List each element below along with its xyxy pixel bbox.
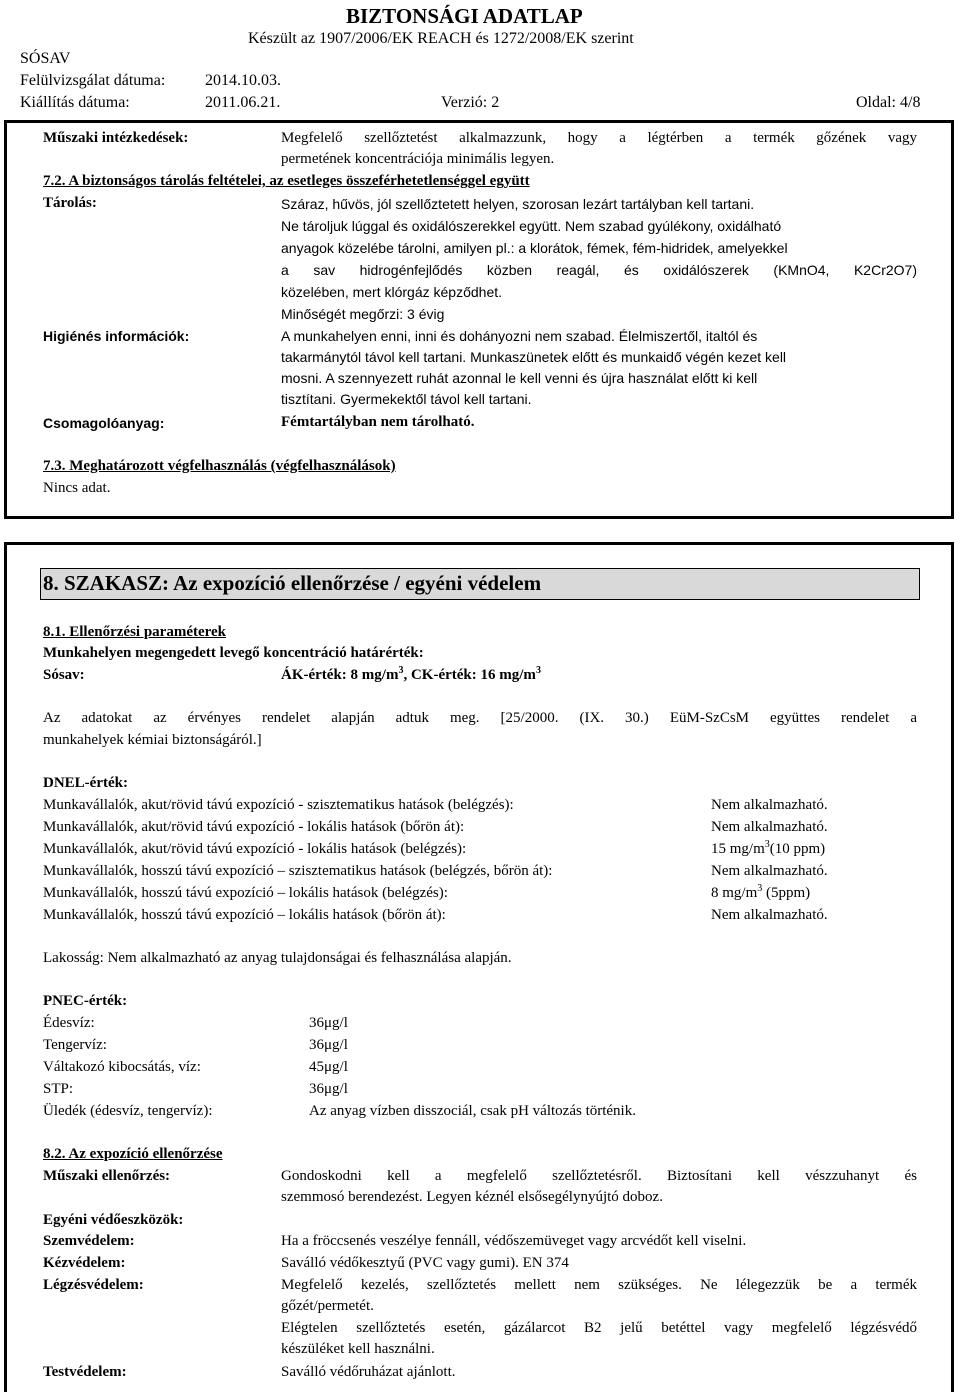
pnec-row-label: Édesvíz: bbox=[43, 1015, 95, 1031]
page-number: Oldal: 4/8 bbox=[856, 94, 921, 111]
pnec-row-value: 36μg/l bbox=[309, 1037, 348, 1053]
dnel-title: DNEL-érték: bbox=[43, 775, 128, 791]
revision-date: 2014.10.03. bbox=[205, 72, 281, 89]
pnec-row-value: 36μg/l bbox=[309, 1015, 348, 1031]
storage-line: a sav hidrogénfejlődés közben reagál, és oxidálószerek (KMnO4, K2Cr2O7) bbox=[281, 262, 917, 278]
section-8-2-title: 8.2. Az expozíció ellenőrzése bbox=[43, 1146, 223, 1162]
pnec-row-label: Üledék (édesvíz, tengervíz): bbox=[43, 1103, 213, 1119]
limit-heading: Munkahelyen megengedett levegő koncentráció határérték: bbox=[43, 645, 424, 661]
pnec-row-value: Az anyag vízben disszociál, csak pH változás történik. bbox=[309, 1103, 636, 1119]
product-name: SÓSAV bbox=[20, 50, 71, 67]
revision-label: Felülvizsgálat dátuma: bbox=[20, 72, 166, 89]
pnec-row-value: 45μg/l bbox=[309, 1059, 348, 1075]
packaging-label: Csomagolóanyag: bbox=[43, 415, 165, 431]
dnel-row-label: Munkavállalók, hosszú távú expozíció – lokális hatások (belégzés): bbox=[43, 885, 448, 901]
pnec-title: PNEC-érték: bbox=[43, 993, 128, 1009]
storage-line: Száraz, hűvös, jól szellőztetett helyen, szorosan lezárt tartályban kell tartani. bbox=[281, 196, 755, 212]
doc-title: BIZTONSÁGI ADATLAP bbox=[346, 4, 583, 28]
storage-label: Tárolás: bbox=[43, 195, 97, 211]
version: Verzió: 2 bbox=[441, 94, 500, 111]
dnel-row-label: Munkavállalók, hosszú távú expozíció – lokális hatások (bőrön át): bbox=[43, 907, 446, 923]
storage-line: Ne tároljuk lúggal és oxidálószerekkel együtt. Nem szabad gyúlékony, oxidálható bbox=[281, 218, 782, 234]
reference-line2: munkahelyek kémiai biztonságáról.] bbox=[43, 732, 262, 748]
respiratory-label: Légzésvédelem: bbox=[43, 1277, 144, 1293]
section-7-3-title: 7.3. Meghatározott végfelhasználás (végfelhasználások) bbox=[43, 458, 396, 474]
dnel-row-value: Nem alkalmazható. bbox=[711, 797, 828, 813]
tech-control-line2: szemmosó berendezést. Legyen kéznél elsősegélynyújtó doboz. bbox=[281, 1189, 663, 1205]
tech-measures-line2: permetének koncentrációja minimális legyen. bbox=[281, 151, 555, 167]
pnec-row-label: Váltakozó kibocsátás, víz: bbox=[43, 1059, 201, 1075]
dnel-row-value bbox=[711, 841, 825, 858]
tech-measures-line1: Megfelelő szellőztetést alkalmazzunk, hogy a légtérben a termék gőzének vagy bbox=[281, 130, 917, 146]
packaging-value: Fémtartályban nem tárolható. bbox=[281, 414, 475, 430]
hygiene-line: tisztítani. Gyermekektől távol kell tartani. bbox=[281, 391, 532, 407]
limit-values bbox=[281, 667, 541, 684]
storage-line: közelében, mert klórgáz képződhet. bbox=[281, 284, 503, 300]
eye-label: Szemvédelem: bbox=[43, 1233, 135, 1249]
dnel-row-label: Munkavállalók, hosszú távú expozíció – szisztematikus hatások (belégzés, bőrön át): bbox=[43, 863, 553, 879]
respiratory-line1: Megfelelő kezelés, szellőztetés mellett nem szükséges. Ne lélegezzük be a termék bbox=[281, 1277, 917, 1293]
tech-control-line1: Gondoskodni kell a megfelelő szellőztetésről. Biztosítani kell vészzuhanyt és bbox=[281, 1168, 917, 1184]
section-8-1-title bbox=[43, 624, 226, 641]
substance-label: Sósav: bbox=[43, 667, 85, 683]
eye-value: Ha a fröccsenés veszélye fennáll, védőszemüveget vagy arcvédőt kell viselni. bbox=[281, 1233, 747, 1249]
tech-measures-label: Műszaki intézkedések: bbox=[43, 130, 189, 146]
dnel-row-value bbox=[711, 885, 810, 902]
ppe-label: Egyéni védőeszközök: bbox=[43, 1212, 184, 1228]
dnel-row-value: Nem alkalmazható. bbox=[711, 819, 828, 835]
dnel-value-text: 8 mg/m bbox=[711, 885, 758, 901]
issue-date: 2011.06.21. bbox=[205, 94, 281, 111]
section-7-2-title: 7.2. A biztonságos tárolás feltételei, az esetleges összeférhetetlenséggel együtt bbox=[43, 173, 530, 189]
dnel-row-label: Munkavállalók, akut/rövid távú expozíció - lokális hatások (bőrön át): bbox=[43, 819, 465, 835]
section-8-heading-box bbox=[40, 568, 920, 600]
dnel-value-sup: 3 bbox=[757, 883, 763, 894]
section-8-title: 8. SZAKASZ: Az expozíció ellenőrzése / egyéni védelem bbox=[43, 571, 542, 595]
regulation-line: Készült az 1907/2006/EK REACH és 1272/2008/EK szerint bbox=[248, 30, 634, 47]
respiratory-line4: készüléket kell használni. bbox=[281, 1341, 435, 1357]
body-protection-label: Testvédelem: bbox=[43, 1364, 127, 1380]
respiratory-line2: gőzét/permetét. bbox=[281, 1298, 374, 1314]
dnel-value-after: (10 ppm) bbox=[769, 841, 826, 857]
limit-ak: ÁK-érték: 8 mg/m bbox=[281, 667, 399, 683]
dnel-row-value: Nem alkalmazható. bbox=[711, 907, 828, 923]
dnel-value-text: 15 mg/m bbox=[711, 841, 765, 857]
dnel-value-after: (5ppm) bbox=[762, 885, 811, 901]
pnec-row-label: STP: bbox=[43, 1081, 74, 1097]
issue-label: Kiállítás dátuma: bbox=[20, 94, 130, 111]
hygiene-line: takarmánytól távol kell tartani. Munkaszünetek előtt és munkaidő végén kezet kell bbox=[281, 349, 787, 365]
hand-value: Saválló védőkesztyű (PVC vagy gumi). EN 374 bbox=[281, 1255, 569, 1271]
limit-ck-sup: 3 bbox=[535, 665, 541, 676]
section-7-3-value: Nincs adat. bbox=[43, 480, 111, 496]
respiratory-line3: Elégtelen szellőztetés esetén, gázálarcot B2 jelű betéttel vagy megfelelő légzésvédő bbox=[281, 1320, 917, 1336]
storage-line: anyagok közelébe tárolni, amilyen pl.: a klorátok, fémek, fém-hidridek, amelyekkel bbox=[281, 240, 788, 256]
hand-label: Kézvédelem: bbox=[43, 1255, 126, 1271]
dnel-row-label: Munkavállalók, akut/rövid távú expozíció - lokális hatások (belégzés): bbox=[43, 841, 467, 857]
reference-line1: Az adatokat az érvényes rendelet alapján adtuk meg. [25/2000. (IX. 30.) EüM-SzCsM együttes rendelet a bbox=[43, 710, 917, 726]
dnel-value-sup: 3 bbox=[764, 839, 770, 850]
pnec-row-label: Tengervíz: bbox=[43, 1037, 107, 1053]
population-note: Lakosság: Nem alkalmazható az anyag tulajdonságai és felhasználása alapján. bbox=[43, 950, 512, 966]
limit-ck: , CK-érték: 16 mg/m bbox=[403, 667, 536, 683]
tech-control-label: Műszaki ellenőrzés: bbox=[43, 1168, 171, 1184]
section-8-1-title-text: 8.1. Ellenőrzési paraméterek bbox=[43, 624, 227, 640]
pnec-row-value: 36μg/l bbox=[309, 1081, 348, 1097]
dnel-row-value: Nem alkalmazható. bbox=[711, 863, 828, 879]
hygiene-line: mosni. A szennyezett ruhát azonnal le kell venni és újra használat előtt ki kell bbox=[281, 370, 758, 386]
hygiene-line: A munkahelyen enni, inni és dohányozni nem szabad. Élelmiszertől, italtól és bbox=[281, 328, 758, 344]
limit-ak-sup: 3 bbox=[398, 665, 404, 676]
dnel-row-label: Munkavállalók, akut/rövid távú expozíció - szisztematikus hatások (belégzés): bbox=[43, 797, 514, 813]
hygiene-label: Higiénés információk: bbox=[43, 328, 190, 344]
body-protection-value: Saválló védőruházat ajánlott. bbox=[281, 1364, 456, 1380]
storage-line: Minőségét megőrzi: 3 évig bbox=[281, 306, 445, 322]
